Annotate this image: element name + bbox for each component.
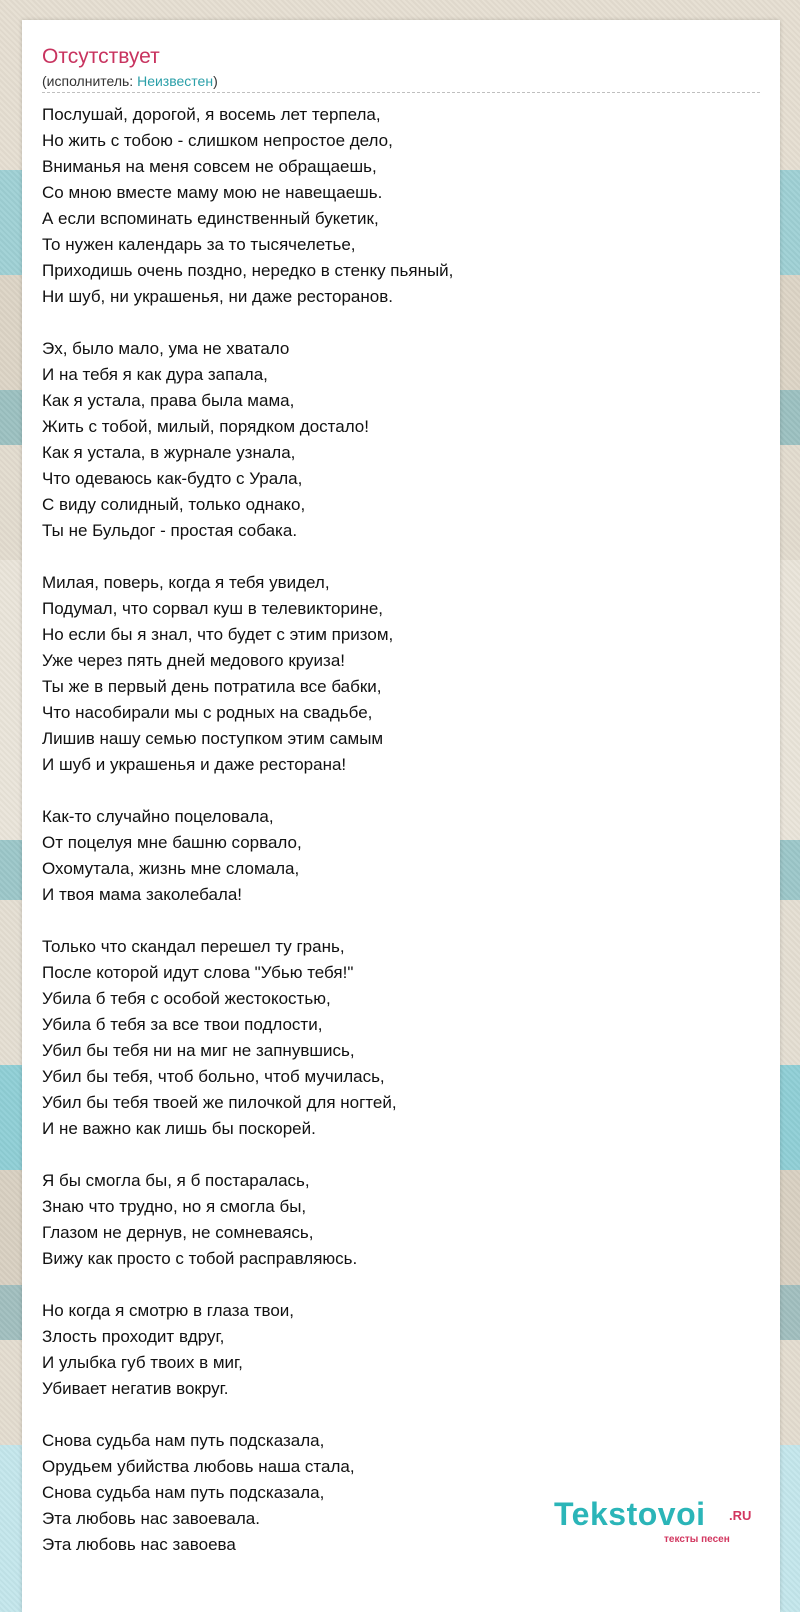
lyric-line: Лишив нашу семью поступком этим самым	[42, 729, 384, 748]
artist-prefix: (исполнитель:	[42, 73, 138, 89]
lyric-line: Что насобирали мы с родных на свадьбе,	[42, 703, 373, 722]
lyric-line: То нужен календарь за то тысячелетье,	[42, 235, 356, 254]
lyric-line: Ты же в первый день потратила все бабки,	[42, 677, 382, 696]
lyrics-page	[22, 20, 780, 1612]
lyric-line: Ни шуб, ни украшенья, ни даже ресторанов.	[42, 287, 393, 306]
lyric-line: Вниманья на меня совсем не обращаешь,	[42, 157, 377, 176]
lyrics-body	[42, 102, 742, 1584]
lyric-line: После которой идут слова "Убью тебя!"	[42, 963, 354, 982]
lyric-line: Убил бы тебя ни на миг не запнувшись,	[42, 1041, 355, 1060]
lyric-line: Эта любовь нас завоевала.	[42, 1509, 260, 1528]
lyrics-stanza	[42, 336, 742, 544]
lyric-line: Послушай, дорогой, я восемь лет терпела,	[42, 105, 381, 124]
lyric-line: Со мною вместе маму мою не навещаешь.	[42, 183, 383, 202]
lyric-line: Снова судьба нам путь подсказала,	[42, 1483, 325, 1502]
lyrics-stanza	[42, 804, 742, 908]
lyric-line: От поцелуя мне башню сорвало,	[42, 833, 302, 852]
watermark-tagline: тексты песен	[664, 1534, 730, 1545]
lyric-line: Приходишь очень поздно, нередко в стенку пьяный,	[42, 261, 454, 280]
lyric-line: Эх, было мало, ума не хватало	[42, 339, 290, 358]
lyric-line: И улыбка губ твоих в миг,	[42, 1353, 243, 1372]
lyric-line: Вижу как просто с тобой расправляюсь.	[42, 1249, 358, 1268]
lyrics-stanza	[42, 102, 742, 310]
lyric-line: Убил бы тебя твоей же пилочкой для ногтей,	[42, 1093, 397, 1112]
lyric-line: Снова судьба нам путь подсказала,	[42, 1431, 325, 1450]
lyric-line: Знаю что трудно, но я смогла бы,	[42, 1197, 307, 1216]
title-divider	[42, 92, 760, 93]
lyric-line: Но жить с тобою - слишком непростое дело,	[42, 131, 393, 150]
lyric-line: Милая, поверь, когда я тебя увидел,	[42, 573, 330, 592]
lyric-line: Уже через пять дней медового круиза!	[42, 651, 346, 670]
lyrics-stanza	[42, 1298, 742, 1402]
lyric-line: Как я устала, в журнале узнала,	[42, 443, 296, 462]
lyric-line: Ты не Бульдог - простая собака.	[42, 521, 298, 540]
artist-link[interactable]: Неизвестен	[137, 73, 214, 89]
site-watermark	[554, 1494, 764, 1550]
lyric-line: Я бы смогла бы, я б постаралась,	[42, 1171, 310, 1190]
lyric-line: И шуб и украшенья и даже ресторана!	[42, 755, 347, 774]
lyric-line: Но если бы я знал, что будет с этим призом,	[42, 625, 394, 644]
lyric-line: С виду солидный, только однако,	[42, 495, 306, 514]
lyric-line: Убивает негатив вокруг.	[42, 1379, 229, 1398]
lyric-line: Убила б тебя с особой жестокостью,	[42, 989, 331, 1008]
lyric-line: Что одеваюсь как-будто с Урала,	[42, 469, 303, 488]
song-title: Отсутствует	[42, 45, 160, 68]
lyrics-stanza	[42, 570, 742, 778]
lyric-line: Глазом не дернув, не сомневаясь,	[42, 1223, 314, 1242]
watermark-tld: .RU	[729, 1508, 752, 1523]
lyric-line: Только что скандал перешел ту грань,	[42, 937, 345, 956]
watermark-site-name: Tekstovoi	[554, 1496, 706, 1532]
lyrics-stanza	[42, 1168, 742, 1272]
lyric-line: И не важно как лишь бы поскорей.	[42, 1119, 316, 1138]
lyric-line: И твоя мама заколебала!	[42, 885, 242, 904]
lyric-line: Эта любовь нас завоева	[42, 1535, 236, 1554]
lyric-line: Орудьем убийства любовь наша стала,	[42, 1457, 355, 1476]
lyric-line: Но когда я смотрю в глаза твои,	[42, 1301, 295, 1320]
lyric-line: А если вспоминать единственный букетик,	[42, 209, 379, 228]
artist-line	[42, 72, 218, 90]
lyric-line: Жить с тобой, милый, порядком достало!	[42, 417, 369, 436]
lyric-line: Убила б тебя за все твои подлости,	[42, 1015, 323, 1034]
lyrics-stanza	[42, 934, 742, 1142]
artist-suffix: )	[213, 73, 218, 89]
lyric-line: Охомутала, жизнь мне сломала,	[42, 859, 300, 878]
lyric-line: Подумал, что сорвал куш в телевикторине,	[42, 599, 384, 618]
lyric-line: Злость проходит вдруг,	[42, 1327, 225, 1346]
lyric-line: Как я устала, права была мама,	[42, 391, 295, 410]
lyric-line: Убил бы тебя, чтоб больно, чтоб мучилась,	[42, 1067, 385, 1086]
lyric-line: И на тебя я как дура запала,	[42, 365, 268, 384]
lyric-line: Как-то случайно поцеловала,	[42, 807, 274, 826]
